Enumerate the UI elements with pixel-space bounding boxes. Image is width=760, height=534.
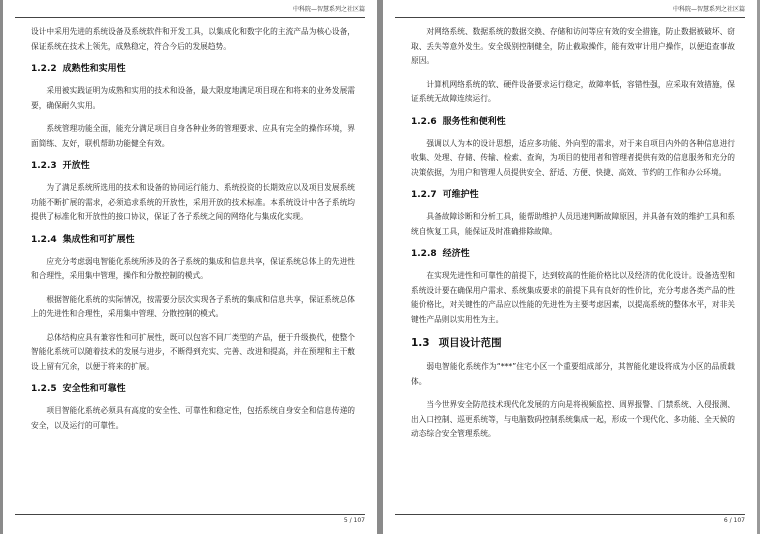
section-number: 1.3 [411, 337, 430, 349]
body-paragraph: 为了满足系统所选用的技术和设备的协同运行能力、系统投资的长期效应以及项目发展系统功能不断扩展的需求，必须追求系统的开放性，采用开放的技术标准。本系统设计中各子系统均提供了标准化和开放性的接口协议，保证了各子系统之间的网络化与集成化实现。 [31, 183, 355, 221]
document-page-5 [3, 0, 377, 534]
body-paragraph: 具备故障诊断和分析工具，能帮助维护人员迅速判断故障原因，并具备有效的维护工具和系统自恢复工具，能保证及时准确排除故障。 [411, 212, 735, 236]
section-number: 1.2.6 [411, 116, 437, 127]
body-paragraph: 当今世界安全防范技术现代化发展的方向是将视频监控、周界报警、门禁系统、入侵报测、出入口控制、巡更系统等，与电脑数码控制系统集成一起，形成一个现代化、多功能、全天候的动态综合安全管理系统。 [411, 400, 735, 438]
section-number: 1.2.2 [31, 64, 57, 74]
section-number: 1.2.7 [411, 190, 437, 200]
section-heading [31, 63, 355, 75]
body-paragraph: 在实现先进性和可靠性的前提下，达到较高的性能价格比以及经济的优化设计。设备选型和系统设计要在确保用户需求、系统集成要求的前提下具有良好的性价比，充分考虑各类产品的性能价格比，对关键性的产品应以性能的先进性为主要考虑因素，以提高系统的整体水平，对非关键性产品则以实用性为主。 [411, 271, 735, 324]
section-title: 开放性 [62, 161, 90, 171]
running-header: 中科院—智慧系列之社区篇 [15, 5, 365, 18]
page-number: 5 / 107 [15, 514, 365, 526]
body-paragraph: 采用被实践证明为成熟和实用的技术和设备，最大限度地满足项目现在和将来的业务发展需要，确保耐久实用。 [31, 86, 355, 110]
section-title: 安全性和可靠性 [62, 384, 126, 394]
body-paragraph: 根据智能化系统的实际情况，按需要分层次实现各子系统的集成和信息共享，保证系统总体上的先进性和合理性，采用集中管理、分散控制的模式。 [31, 294, 355, 318]
body-paragraph: 应充分考虑弱电智能化系统所涉及的各子系统的集成和信息共享，保证系统总体上的先进性和合理性，采用集中管理，操作和分散控制的模式。 [31, 256, 355, 280]
body-paragraph: 系统管理功能全面，能充分满足项目自身各种业务的管理要求、应具有完全的操作环境，界面简练、友好，联机帮助功能健全有效。 [31, 124, 355, 148]
section-number: 1.2.8 [411, 249, 437, 259]
body-paragraph: 项目智能化系统必须具有高度的安全性、可靠性和稳定性，包括系统自身安全和信息传递的安全，以及运行的可靠性。 [31, 406, 355, 430]
body-paragraph: 设计中采用先进的系统设备及系统软件和开发工具，以集成化和数字化的主流产品为核心设备，保证系统在技术上领先，成熟稳定，符合今后的发展趋势。 [31, 27, 355, 51]
section-heading [31, 234, 355, 246]
section-title: 项目设计范围 [438, 337, 502, 349]
document-page-6 [383, 0, 757, 534]
section-title: 服务性和便利性 [442, 116, 506, 127]
running-header: 中科院—智慧系列之社区篇 [395, 5, 745, 18]
body-paragraph: 弱电智能化系统作为“***”住宅小区一个重要组成部分，其智能化建设将成为小区的品质载体。 [411, 362, 735, 386]
section-heading [411, 189, 735, 201]
body-paragraph: 对网络系统、数据系统的数据交换、存储和访问等应有效的安全措施，防止数据被破坏、窃取、丢失等意外发生。安全级别控制健全，防止截取操作，能有效审计用户操作，以便追查事故原因。 [411, 27, 735, 65]
section-title: 集成性和可扩展性 [62, 234, 135, 245]
section-number: 1.2.4 [31, 234, 57, 245]
section-title: 经济性 [442, 249, 470, 259]
page-number: 6 / 107 [395, 514, 745, 526]
section-heading [411, 116, 735, 128]
page-content [411, 25, 735, 451]
section-title: 成熟性和实用性 [62, 64, 126, 74]
section-number: 1.2.3 [31, 161, 57, 171]
section-heading [31, 383, 355, 395]
section-heading [411, 248, 735, 260]
body-paragraph: 总体结构应具有兼容性和可扩展性，既可以包容不同厂类型的产品，便于升级换代，使整个智能化系统可以随着技术的发展与进步，不断得到充实、完善、改进和提高，并在预埋和主干敷设上留有冗余，以便于将来的扩展。 [31, 332, 355, 371]
page-content [31, 25, 355, 442]
section-number: 1.2.5 [31, 384, 57, 394]
body-paragraph: 强调以人为本的设计思想，适应多功能、外向型的需求，对于来自项目内外的各种信息进行收集、处理、存储、传输、检索、查询，为项目的使用者和管理者提供有效的信息服务和充分的决策依据，为用户和管理人员提供安全、舒适、方便、快捷、高效、节约的工作和办公环境。 [411, 138, 735, 177]
body-paragraph: 计算机网络系统的软、硬件设备要求运行稳定，故障率低，容错性强，应采取有效措施，保证系统无故障连续运行。 [411, 79, 735, 103]
section-title: 可维护性 [442, 190, 479, 200]
section-heading [31, 160, 355, 172]
section-heading [411, 336, 735, 350]
